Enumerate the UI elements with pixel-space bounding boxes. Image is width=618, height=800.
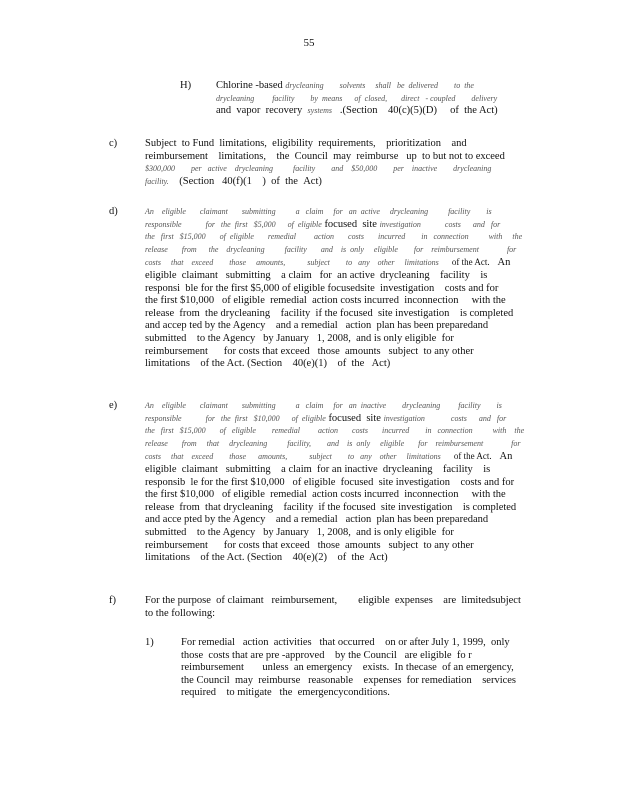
struck-text: costs that exceed those amounts, subject to any other limitations [145,258,439,268]
item-f1-line-4: the Council may reimburse reasonable expenses for remediation services [181,674,517,686]
item-e-text [145,400,530,565]
struck-text: costs that exceed those amounts, subject to any other limitations [145,452,441,462]
item-c-citation: (Section 40(f)(1 ) of the Act) [168,175,322,187]
item-e-label: e) [109,400,118,411]
item-d-line-7: reimbursement for costs that exceed those amounts subject to any other [145,345,474,357]
item-e-line-1: eligible claimant submitting a claim for an inactive drycleaning facility is [145,463,491,475]
struck-text: investigation costs and for [379,219,501,229]
regular-text: focused site [328,412,381,424]
item-e-struck-3: the first $15,000 of eligible remedial action costs incurred in connection with the [145,426,525,436]
page-number: 55 [303,37,315,49]
struck-text: investigation costs and for [383,413,507,423]
item-e-line-7: reimbursement for costs that exceed those amounts subject to any other [145,539,474,551]
item-f1-line-1: For remedial action activities that occurred on or after July 1, 1999, only [181,637,510,648]
item-e-line-5: and acce pted by the Agency and a remedial action plan has been preparedand [145,514,489,526]
item-f1-text [181,637,531,700]
item-d-text [145,206,530,371]
item-f-label: f) [109,595,116,606]
item-d-line-5: and accep ted by the Agency and a remedial action plan has been preparedand [145,320,489,332]
regular-text: of the Act. [453,451,492,462]
regular-text: An [499,451,513,463]
struck-text: drycleaning solvents shall be delivered to the [285,81,474,90]
item-c-text [145,138,525,188]
regular-text: .(Section 40(c)(5)(D) of the Act) [332,105,498,117]
item-d-struck-2 [145,219,530,232]
struck-text: responsible for the first $10,000 of eligible [145,413,326,423]
item-e-struck-1: An eligible claimant submitting a claim for an inactive drycleaning facility is [145,401,502,410]
struck-text: drycleaning facility by means of closed, direct - coupled delivery [216,93,498,103]
regular-text: An [497,257,511,269]
item-d-label: d) [109,206,118,217]
item-c-line-2: reimbursement limitations, the Council may reimburse up to but not to exceed [145,150,505,162]
regular-text: and vapor recovery [216,105,308,117]
item-e-line-8: limitations of the Act. (Section 40(e)(2) of the Act) [145,552,388,564]
item-f-text [145,595,530,620]
item-d-line-6: submitted to the Agency by January 1, 2008, and is only eligible for [145,332,454,344]
item-f1-label: 1) [145,637,154,648]
item-h-line-1 [216,80,516,93]
item-c-line-1: Subject to Fund limitations, eligibility requirements, prioritization and [145,138,467,149]
item-f-line-2: to the following: [145,607,215,619]
struck-text: systems [307,106,332,116]
item-h-line-3 [216,105,516,118]
item-d-line-3: the first $10,000 of eligible remedial action costs incurred inconnection with the [145,295,506,307]
item-e-struck-2 [145,413,530,426]
item-h-text [216,80,516,118]
item-f1-line-5: required to mitigate the emergencyconditions. [181,687,390,699]
item-f1-line-2: those costs that are pre -approved by the Council are eligible fo r [181,649,472,661]
struck-text: responsible for the first $5,000 of eligible [145,219,322,229]
item-e-struck-4: release from that drycleaning facility, and is only eligible for reimbursement for [145,438,521,448]
item-e-line-2: responsib le for the first $10,000 of eligible focused site investigation costs and for [145,476,515,488]
regular-text: Chlorine -based [216,80,286,91]
item-c-label: c) [109,138,118,149]
item-d-struck-1: An eligible claimant submitting a claim for an active drycleaning facility is [145,207,492,216]
item-h-line-2 [216,93,516,106]
regular-text: of the Act. [451,257,490,268]
item-d-line-2: responsi ble for the first $5,000 of eligible focusedsite investigation costs and for [145,282,499,294]
item-d-line-4: release from the drycleaning facility if the focused site investigation is completed [145,307,514,319]
item-e-line-4: release from that drycleaning facility if the focused site investigation is completed [145,501,517,513]
regular-text: focused site [324,218,377,230]
item-c-line-4: facility. (Section 40(f)(1 ) of the Act) [145,175,322,187]
item-d-struck-4: release from the drycleaning facility and is only eligible for reimbursement for [145,244,517,254]
item-d-struck-5 [145,256,530,270]
item-e-struck-5 [145,450,530,464]
item-f-line-1: For the purpose of claimant reimbursement, eligible expenses are limitedsubject [145,595,521,606]
item-c-line-3: $300,000 per active drycleaning facility and $50,000 per inactive drycleaning [145,164,492,174]
item-d-line-8: limitations of the Act. (Section 40(e)(1) of the Act) [145,358,391,370]
item-f1-line-3: reimbursement unless an emergency exists. In thecase of an emergency, [181,662,514,674]
item-d-line-1: eligible claimant submitting a claim for an active drycleaning facility is [145,269,488,281]
item-d-struck-3: the first $15,000 of eligible remedial action costs incurred in connection with the [145,232,523,242]
item-h-label: H) [180,80,192,91]
item-e-line-6: submitted to the Agency by January 1, 2008, and is only eligible for [145,526,454,538]
item-e-line-3: the first $10,000 of eligible remedial action costs incurred inconnection with the [145,489,506,501]
